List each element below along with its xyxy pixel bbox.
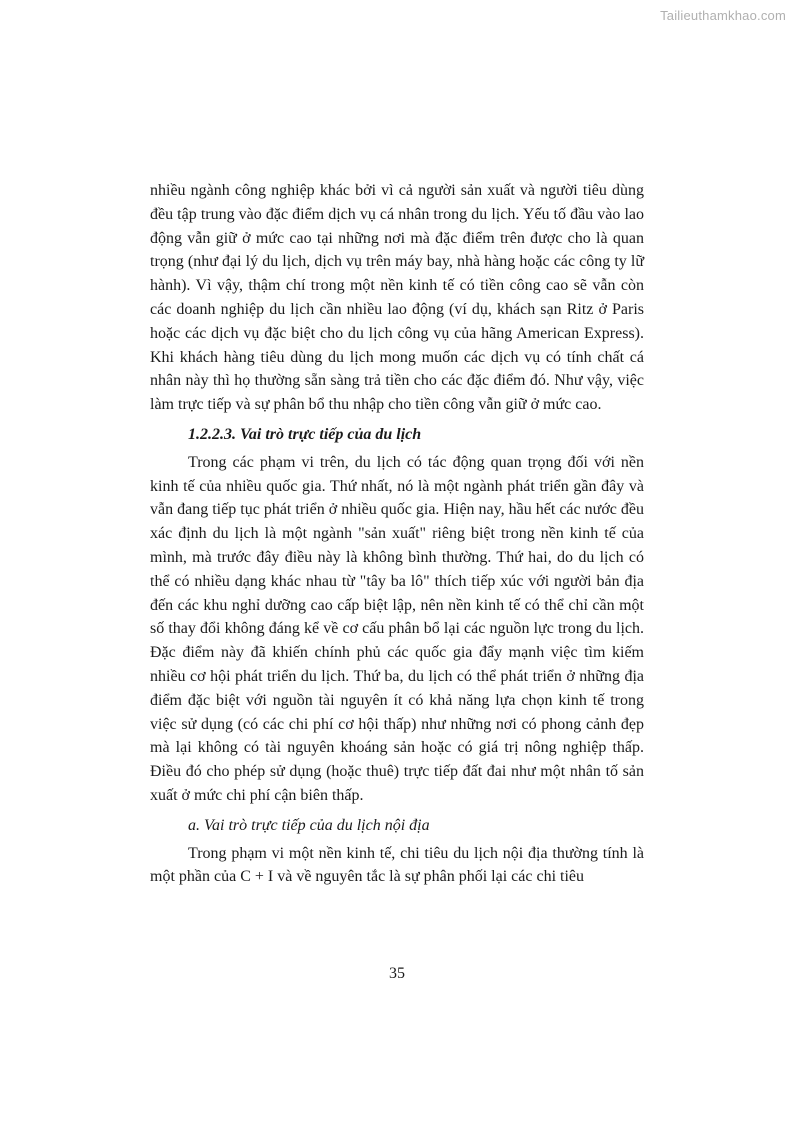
page-number: 35 — [389, 965, 405, 982]
watermark: Tailieuthamkhao.com — [660, 8, 786, 23]
page-body — [150, 179, 644, 889]
paragraph-domestic: Trong phạm vi một nền kinh tế, chi tiêu du lịch nội địa thường tính là một phần của C + I và về nguyên tắc là sự phân phối lại các chi tiêu — [150, 844, 644, 886]
paragraph-intro: nhiều ngành công nghiệp khác bởi vì cả người sản xuất và người tiêu dùng đều tập trung vào đặc điểm dịch vụ cá nhân trong du lịch. Yếu tố đầu vào lao động vẫn giữ ở mức cao tại những nơi mà đặc điểm trên được cho là quan trọng (như đại lý du lịch, dịch vụ trên máy bay, nhà hàng hoặc các công ty lữ hành). Vì vậy, thậm chí trong một nền kinh tế có tiền công cao sẽ vẫn còn các doanh nghiệp du lịch cần nhiều lao động (ví dụ, khách sạn Ritz ở Paris hoặc các dịch vụ đặc biệt cho du lịch công vụ của hãng American Express). Khi khách hàng tiêu dùng du lịch mong muốn các dịch vụ có tính chất cá nhân này thì họ thường sẵn sàng trả tiền cho các đặc điểm đó. Như vậy, việc làm trực tiếp và sự phân bổ thu nhập cho tiền công vẫn giữ ở mức cao. — [150, 182, 644, 414]
section-heading: 1.2.2.3. Vai trò trực tiếp của du lịch — [188, 425, 422, 443]
paragraph-direct-role: Trong các phạm vi trên, du lịch có tác động quan trọng đối với nền kinh tế của nhiều quốc gia. Thứ nhất, nó là một ngành phát triển gần đây và vẫn đang tiếp tục phát triển ở nhiều quốc gia. Hiện nay, hầu hết các nước đều xác định du lịch là một ngành "sản xuất" riêng biệt trong nền kinh tế của mình, mà trước đây điều này là không bình thường. Thứ hai, do du lịch có thể có nhiều dạng khác nhau từ "tây ba lô" thích tiếp xúc với người bản địa đến các khu nghỉ dưỡng cao cấp biệt lập, nên nền kinh tế có thể chỉ cần một số thay đổi không đáng kể về cơ cấu phân bổ lại các nguồn lực trong du lịch. Đặc điểm này đã khiến chính phủ các quốc gia đẩy mạnh việc tìm kiếm nhiều cơ hội phát triển du lịch. Thứ ba, du lịch có thể phát triển ở những địa điểm đặc biệt với nguồn tài nguyên ít có khả năng lựa chọn kinh tế trong việc sử dụng (có các chi phí cơ hội thấp) như những nơi có phong cảnh đẹp mà lại không có tài nguyên khoáng sản hoặc có giá trị nông nghiệp thấp. Điều đó cho phép sử dụng (hoặc thuê) trực tiếp đất đai như một nhân tố sản xuất ở mức chi phí cận biên thấp. — [150, 453, 644, 804]
subsection-heading: a. Vai trò trực tiếp của du lịch nội địa — [188, 816, 430, 834]
